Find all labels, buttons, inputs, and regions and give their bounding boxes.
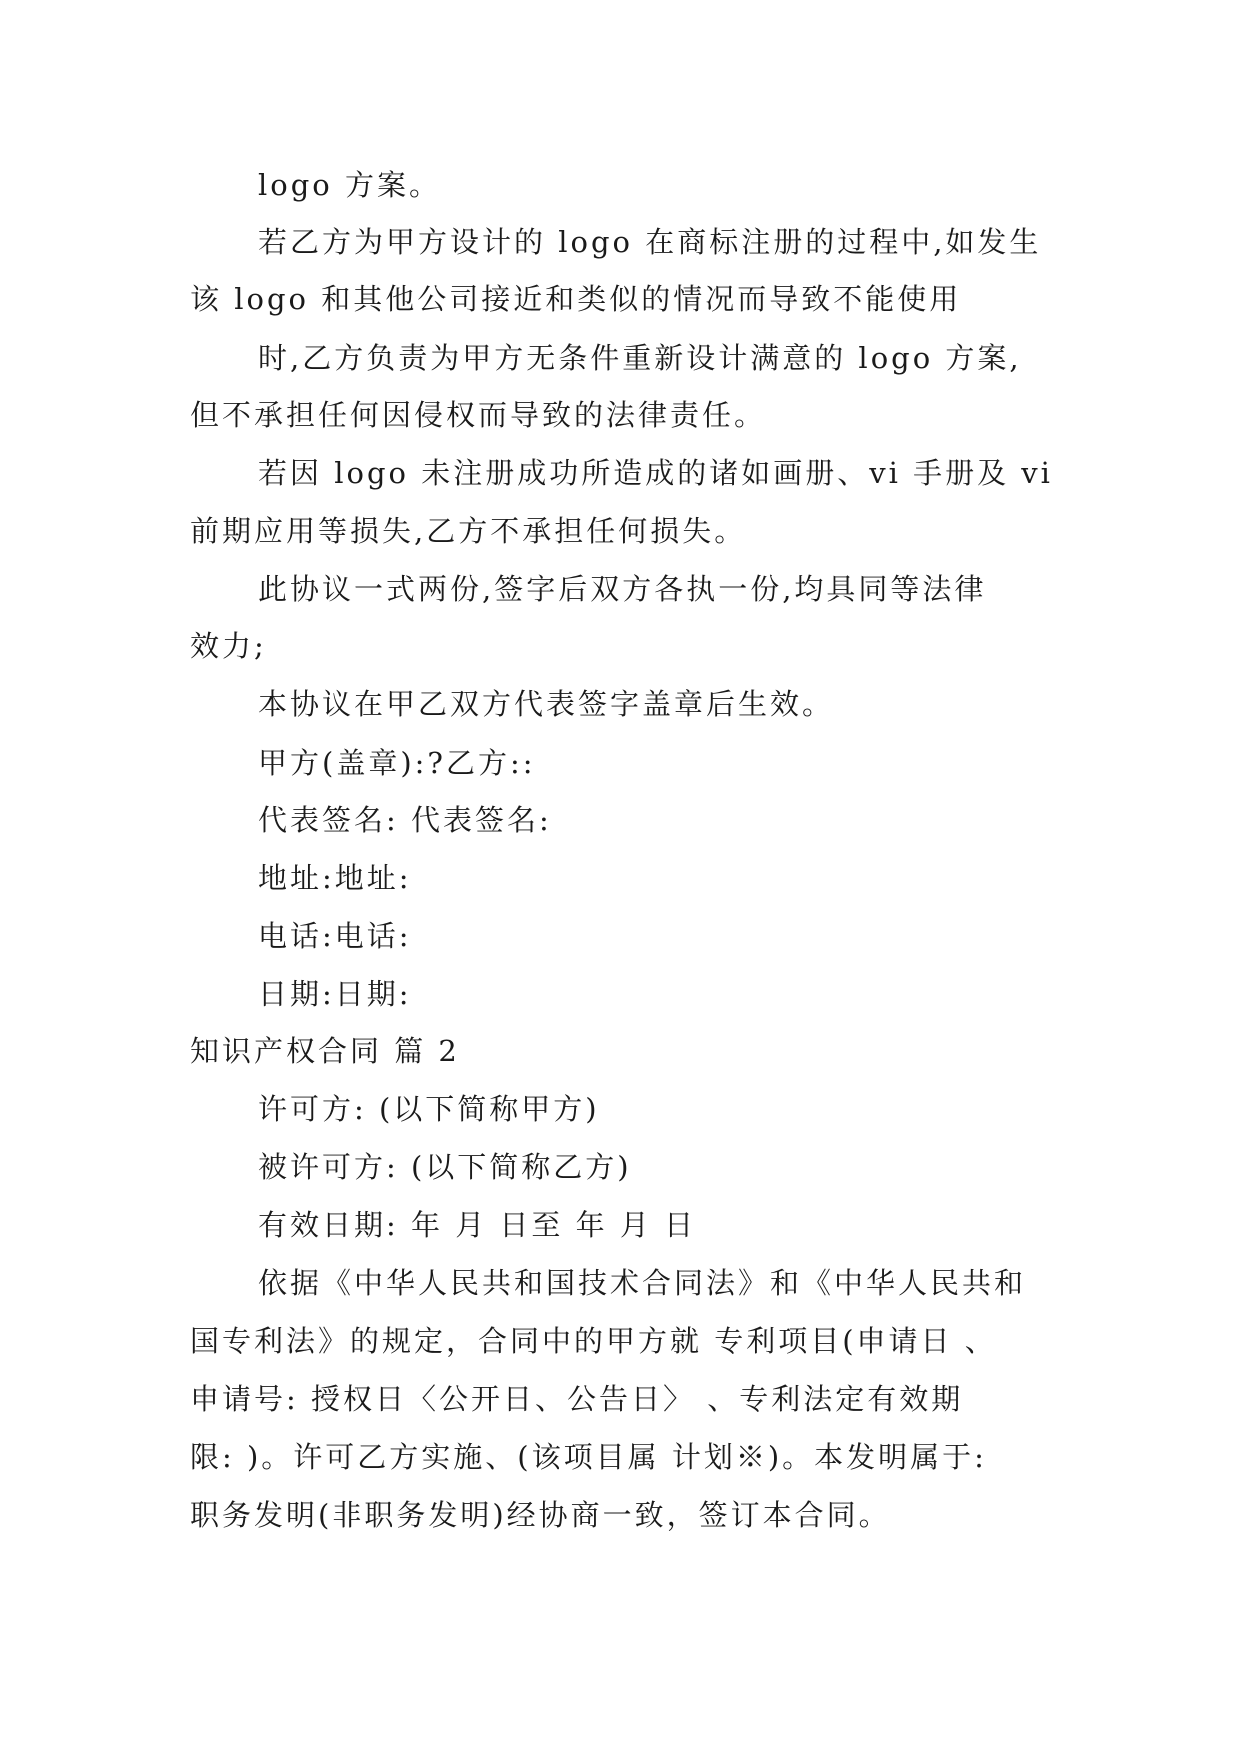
paragraph-line: 职务发明(非职务发明)经协商一致，签订本合同。 bbox=[190, 1498, 891, 1532]
paragraph-line: 此协议一式两份,签字后双方各执一份,均具同等法律 bbox=[258, 572, 987, 606]
paragraph-line: 若乙方为甲方设计的 logo 在商标注册的过程中,如发生 bbox=[258, 225, 1042, 259]
paragraph-line: 时,乙方负责为甲方无条件重新设计满意的 logo 方案, bbox=[258, 341, 1022, 375]
signature-representative-line: 代表签名: 代表签名: bbox=[258, 803, 552, 837]
licensee-line: 被许可方: (以下简称乙方) bbox=[258, 1150, 632, 1184]
signature-address-line: 地址:地址: bbox=[258, 861, 412, 895]
effective-date-line: 有效日期: 年 月 日至 年 月 日 bbox=[258, 1208, 697, 1242]
paragraph-line: 本协议在甲乙双方代表签字盖章后生效。 bbox=[258, 687, 835, 721]
paragraph-line: 依据《中华人民共和国技术合同法》和《中华人民共和 bbox=[258, 1266, 1027, 1300]
paragraph-line: 该 logo 和其他公司接近和类似的情况而导致不能使用 bbox=[190, 282, 962, 316]
signature-party-line: 甲方(盖章):?乙方:: bbox=[258, 746, 536, 780]
paragraph-line: logo 方案。 bbox=[258, 168, 441, 202]
section-heading: 知识产权合同 篇 2 bbox=[190, 1034, 460, 1068]
paragraph-line: 国专利法》的规定，合同中的甲方就 专利项目(申请日 、 bbox=[190, 1324, 997, 1358]
paragraph-line: 限: )。许可乙方实施、(该项目属 计划※)。本发明属于: bbox=[190, 1440, 987, 1474]
signature-phone-line: 电话:电话: bbox=[258, 919, 412, 953]
paragraph-line: 效力; bbox=[190, 629, 267, 663]
licensor-line: 许可方: (以下简称甲方) bbox=[258, 1092, 600, 1126]
paragraph-line: 申请号: 授权日〈公开日、公告日〉 、专利法定有效期 bbox=[190, 1382, 964, 1416]
paragraph-line: 前期应用等损失,乙方不承担任何损失。 bbox=[190, 514, 747, 548]
paragraph-line: 若因 logo 未注册成功所造成的诸如画册、vi 手册及 vi bbox=[258, 456, 1053, 490]
signature-date-line: 日期:日期: bbox=[258, 977, 412, 1011]
paragraph-line: 但不承担任何因侵权而导致的法律责任。 bbox=[190, 398, 767, 432]
